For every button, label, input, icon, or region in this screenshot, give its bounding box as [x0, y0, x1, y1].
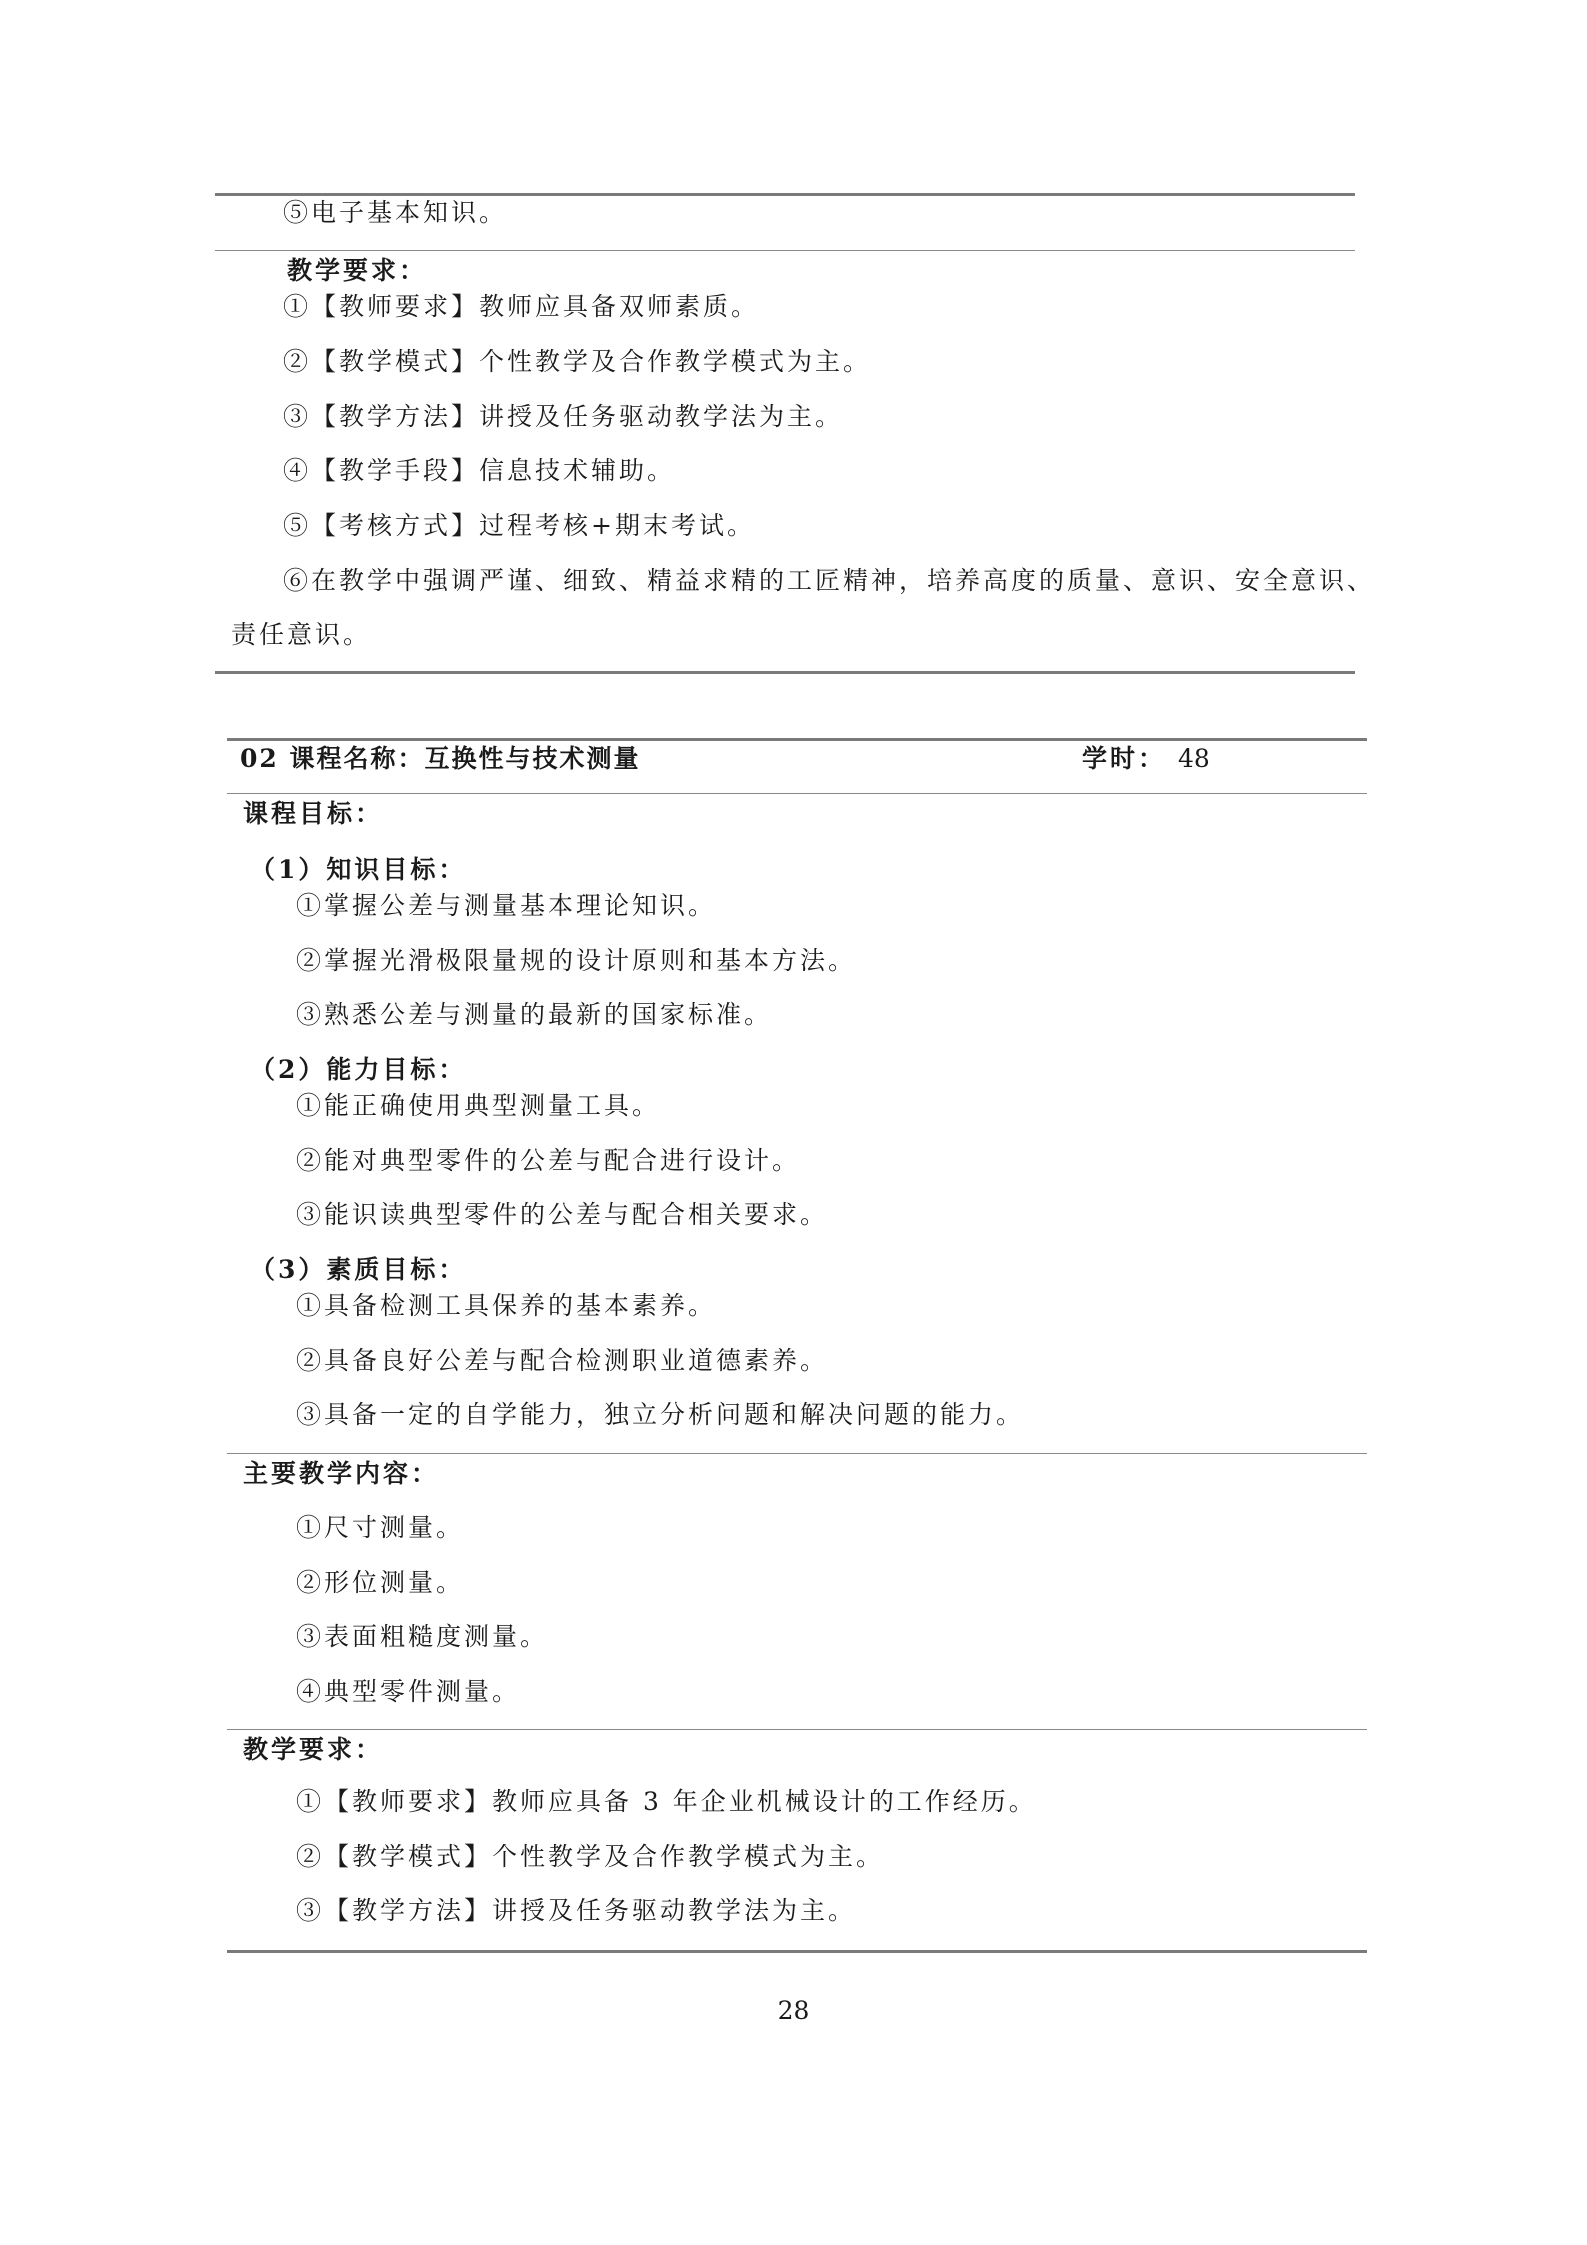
row-divider — [227, 1729, 1367, 1730]
goal-item: ②能对典型零件的公差与配合进行设计。 — [296, 1146, 801, 1175]
hours-value: 48 — [1178, 744, 1210, 773]
requirement-item: ⑥在教学中强调严谨、细致、精益求精的工匠精神，培养高度的质量、意识、安全意识、 — [283, 566, 1376, 595]
goals-heading: 课程目标： — [243, 799, 384, 828]
hours-label: 学时： — [1082, 744, 1167, 773]
row-divider — [227, 793, 1367, 794]
course-table-top-border — [227, 738, 1367, 741]
content-item: ①尺寸测量。 — [296, 1513, 465, 1542]
page-number: 28 — [777, 1996, 810, 2025]
requirement-item: ③【教学方法】讲授及任务驱动教学法为主。 — [296, 1896, 857, 1925]
goal-group-heading: （1）知识目标： — [250, 855, 467, 884]
goal-item: ③熟悉公差与测量的最新的国家标准。 — [296, 1000, 773, 1029]
goal-item: ①具备检测工具保养的基本素养。 — [296, 1291, 717, 1320]
goal-item: ①能正确使用典型测量工具。 — [296, 1091, 661, 1120]
requirement-item: ①【教师要求】教师应具备双师素质。 — [283, 292, 760, 321]
goal-item: ③能识读典型零件的公差与配合相关要求。 — [296, 1200, 829, 1229]
table-bottom-border — [215, 671, 1355, 674]
requirement-item: ②【教学模式】个性教学及合作教学模式为主。 — [296, 1842, 885, 1871]
row-divider — [215, 250, 1355, 251]
course-table-bottom-border — [227, 1950, 1367, 1953]
row-divider — [227, 1453, 1367, 1454]
requirement-item-wrap: 责任意识。 — [231, 620, 372, 649]
goal-group-heading: （3）素质目标： — [250, 1255, 467, 1284]
requirement-item: ③【教学方法】讲授及任务驱动教学法为主。 — [283, 402, 844, 431]
content-item: ④典型零件测量。 — [296, 1677, 521, 1706]
goal-item: ②掌握光滑极限量规的设计原则和基本方法。 — [296, 946, 857, 975]
course-title: 02 课程名称：互换性与技术测量 — [240, 744, 641, 773]
requirement-item: ⑤【考核方式】过程考核+期末考试。 — [283, 511, 755, 540]
requirements-heading: 教学要求： — [243, 1735, 384, 1764]
requirement-item: ②【教学模式】个性教学及合作教学模式为主。 — [283, 347, 872, 376]
requirement-item: ①【教师要求】教师应具备 3 年企业机械设计的工作经历。 — [296, 1787, 1037, 1816]
requirement-item: ④【教学手段】信息技术辅助。 — [283, 456, 676, 485]
content-item: ③表面粗糙度测量。 — [296, 1622, 549, 1651]
goal-item: ①掌握公差与测量基本理论知识。 — [296, 891, 717, 920]
content-item: ②形位测量。 — [296, 1568, 465, 1597]
content-heading: 主要教学内容： — [243, 1459, 440, 1488]
goal-group-heading: （2）能力目标： — [250, 1055, 467, 1084]
content-item: ⑤电子基本知识。 — [283, 198, 508, 227]
goal-item: ③具备一定的自学能力，独立分析问题和解决问题的能力。 — [296, 1400, 1025, 1429]
goal-item: ②具备良好公差与配合检测职业道德素养。 — [296, 1346, 829, 1375]
requirements-heading: 教学要求： — [287, 256, 428, 285]
